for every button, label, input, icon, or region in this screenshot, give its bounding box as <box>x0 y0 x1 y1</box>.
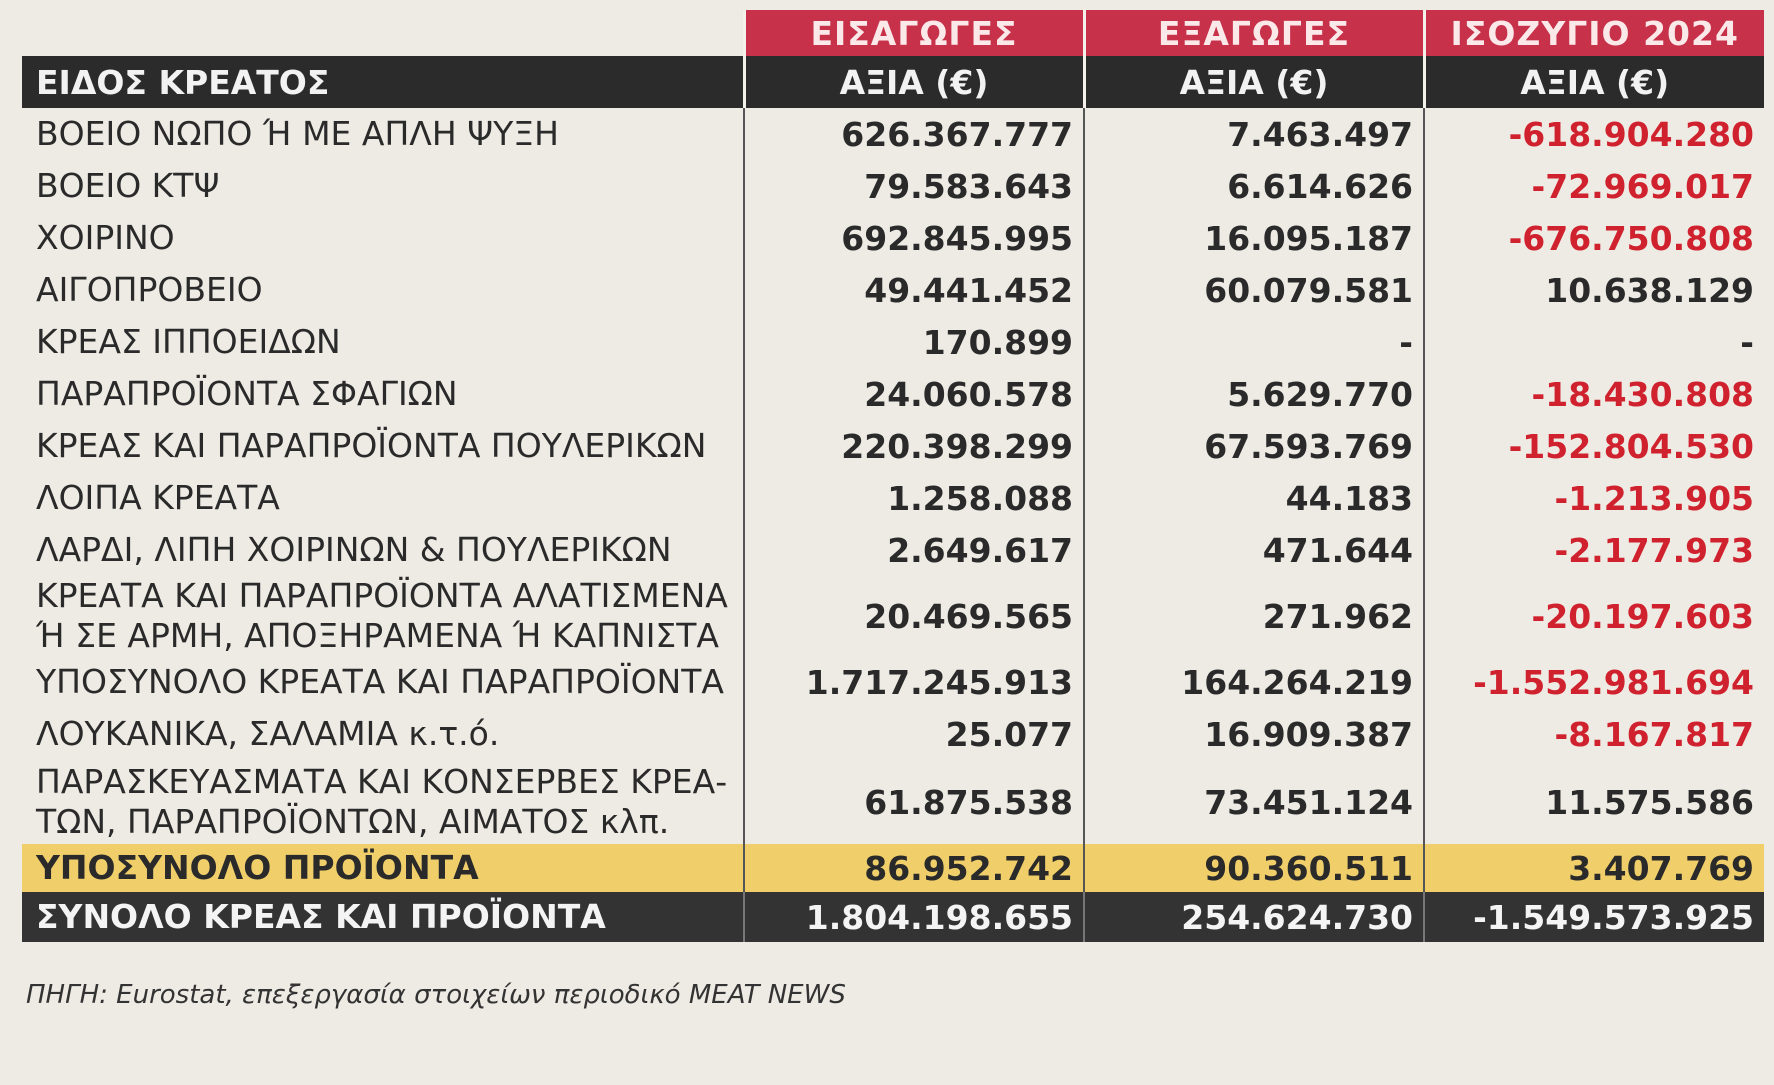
column-header-row <box>22 56 1764 108</box>
exports-header: ΕΞΑΓΩΓΕΣ <box>1084 10 1424 56</box>
row-name: ΠΑΡΑΠΡΟΪΟΝΤΑ ΣΦΑΓΙΩΝ <box>36 374 458 413</box>
balance-value: -152.804.530 <box>1424 420 1764 472</box>
balance-value-header: ΑΞΙΑ (€) <box>1424 56 1764 108</box>
row-name <box>22 760 744 844</box>
imports-value: 25.077 <box>744 708 1084 760</box>
exports-value: 7.463.497 <box>1084 108 1424 160</box>
row-name: ΛΑΡΔΙ, ΛΙΠΗ ΧΟΙΡΙΝΩΝ & ΠΟΥΛΕΡΙΚΩΝ <box>36 530 672 569</box>
exports-value: 164.264.219 <box>1084 656 1424 708</box>
exports-value: 6.614.626 <box>1084 160 1424 212</box>
balance-value: -18.430.808 <box>1424 368 1764 420</box>
row-name: ΒΟΕΙΟ ΝΩΠΟ Ή ΜΕ ΑΠΛΗ ΨΥΞΗ <box>36 114 559 153</box>
balance-value: - <box>1424 316 1764 368</box>
meat-type-header: ΕΙΔΟΣ ΚΡΕΑΤΟΣ <box>22 56 744 108</box>
row-name <box>22 576 744 656</box>
table-row <box>22 576 1764 656</box>
table-row <box>22 420 1764 472</box>
imports-header: ΕΙΣΑΓΩΓΕΣ <box>744 10 1084 56</box>
row-name: ΒΟΕΙΟ ΚΤΨ <box>36 166 220 205</box>
subtotal-name: ΥΠΟΣΥΝΟΛΟ ΠΡΟΪΟΝΤΑ <box>22 844 744 892</box>
table-row <box>22 524 1764 576</box>
balance-value: 10.638.129 <box>1424 264 1764 316</box>
row-name-line-2: Ή ΣΕ ΑΡΜΗ, ΑΠΟΞΗΡΑΜΕΝΑ Ή ΚΑΠΝΙΣΤΑ <box>36 616 720 655</box>
row-name: ΚΡΕΑΣ ΚΑΙ ΠΑΡΑΠΡΟΪΟΝΤΑ ΠΟΥΛΕΡΙΚΩΝ <box>36 426 707 465</box>
balance-value: -8.167.817 <box>1424 708 1764 760</box>
row-name-line-1: ΚΡΕΑΤΑ ΚΑΙ ΠΑΡΑΠΡΟΪΟΝΤΑ ΑΛΑΤΙΣΜΕΝΑ <box>36 576 728 615</box>
table-row <box>22 108 1764 160</box>
exports-value: 67.593.769 <box>1084 420 1424 472</box>
exports-value: - <box>1084 316 1424 368</box>
imports-value: 626.367.777 <box>744 108 1084 160</box>
total-imports: 1.804.198.655 <box>744 892 1084 942</box>
subtotal-row <box>22 844 1764 892</box>
subtotal-balance: 3.407.769 <box>1424 844 1764 892</box>
balance-value: -676.750.808 <box>1424 212 1764 264</box>
exports-value: 60.079.581 <box>1084 264 1424 316</box>
table-row <box>22 368 1764 420</box>
balance-value: -20.197.603 <box>1424 576 1764 656</box>
exports-value-header: ΑΞΙΑ (€) <box>1084 56 1424 108</box>
group-header-row <box>22 10 1764 56</box>
subtotal-exports: 90.360.511 <box>1084 844 1424 892</box>
exports-value: 16.909.387 <box>1084 708 1424 760</box>
balance-value: 11.575.586 <box>1424 760 1764 844</box>
total-name: ΣΥΝΟΛΟ ΚΡΕΑΣ ΚΑΙ ΠΡΟΪΟΝΤΑ <box>22 892 744 942</box>
imports-value: 49.441.452 <box>744 264 1084 316</box>
subtotal-imports: 86.952.742 <box>744 844 1084 892</box>
row-name: ΑΙΓΟΠΡΟΒΕΙΟ <box>36 270 263 309</box>
table-row <box>22 160 1764 212</box>
row-name-line-1: ΠΑΡΑΣΚΕΥΑΣΜΑΤΑ ΚΑΙ ΚΟΝΣΕΡΒΕΣ ΚΡΕΑ- <box>36 762 728 801</box>
imports-value: 170.899 <box>744 316 1084 368</box>
imports-value: 1.717.245.913 <box>744 656 1084 708</box>
balance-header: ΙΣΟΖΥΓΙΟ 2024 <box>1424 10 1764 56</box>
imports-value: 2.649.617 <box>744 524 1084 576</box>
balance-value: -1.552.981.694 <box>1424 656 1764 708</box>
exports-value: 471.644 <box>1084 524 1424 576</box>
table-row <box>22 316 1764 368</box>
exports-value: 73.451.124 <box>1084 760 1424 844</box>
imports-value: 1.258.088 <box>744 472 1084 524</box>
group-header-blank <box>22 10 744 56</box>
imports-value: 220.398.299 <box>744 420 1084 472</box>
exports-value: 16.095.187 <box>1084 212 1424 264</box>
balance-value: -618.904.280 <box>1424 108 1764 160</box>
exports-value: 44.183 <box>1084 472 1424 524</box>
exports-value: 5.629.770 <box>1084 368 1424 420</box>
row-name: ΛΟΥΚΑΝΙΚΑ, ΣΑΛΑΜΙΑ κ.τ.ό. <box>36 714 500 753</box>
imports-value: 61.875.538 <box>744 760 1084 844</box>
row-name: ΥΠΟΣΥΝΟΛΟ ΚΡΕΑΤΑ ΚΑΙ ΠΑΡΑΠΡΟΪΟΝΤΑ <box>36 662 724 701</box>
imports-value: 24.060.578 <box>744 368 1084 420</box>
row-name: ΧΟΙΡΙΝΟ <box>36 218 175 257</box>
exports-value: 271.962 <box>1084 576 1424 656</box>
table-row <box>22 472 1764 524</box>
total-row <box>22 892 1764 942</box>
imports-value: 692.845.995 <box>744 212 1084 264</box>
imports-value: 79.583.643 <box>744 160 1084 212</box>
balance-value: -2.177.973 <box>1424 524 1764 576</box>
imports-value-header: ΑΞΙΑ (€) <box>744 56 1084 108</box>
imports-value: 20.469.565 <box>744 576 1084 656</box>
total-exports: 254.624.730 <box>1084 892 1424 942</box>
total-balance: -1.549.573.925 <box>1424 892 1764 942</box>
table-row <box>22 264 1764 316</box>
table-row <box>22 708 1764 760</box>
meat-trade-table <box>22 10 1764 942</box>
balance-value: -1.213.905 <box>1424 472 1764 524</box>
row-name: ΚΡΕΑΣ ΙΠΠΟΕΙΔΩΝ <box>36 322 341 361</box>
table-row <box>22 760 1764 844</box>
table-row <box>22 212 1764 264</box>
row-name: ΛΟΙΠΑ ΚΡΕΑΤΑ <box>36 478 280 517</box>
source-note: ΠΗΓΗ: Eurostat, επεξεργασία στοιχείων περιοδικό MEAT NEWS <box>26 980 846 1010</box>
row-name-line-2: ΤΩΝ, ΠΑΡΑΠΡΟΪΟΝΤΩΝ, ΑΙΜΑΤΟΣ κλπ. <box>36 802 670 841</box>
balance-value: -72.969.017 <box>1424 160 1764 212</box>
table-row <box>22 656 1764 708</box>
